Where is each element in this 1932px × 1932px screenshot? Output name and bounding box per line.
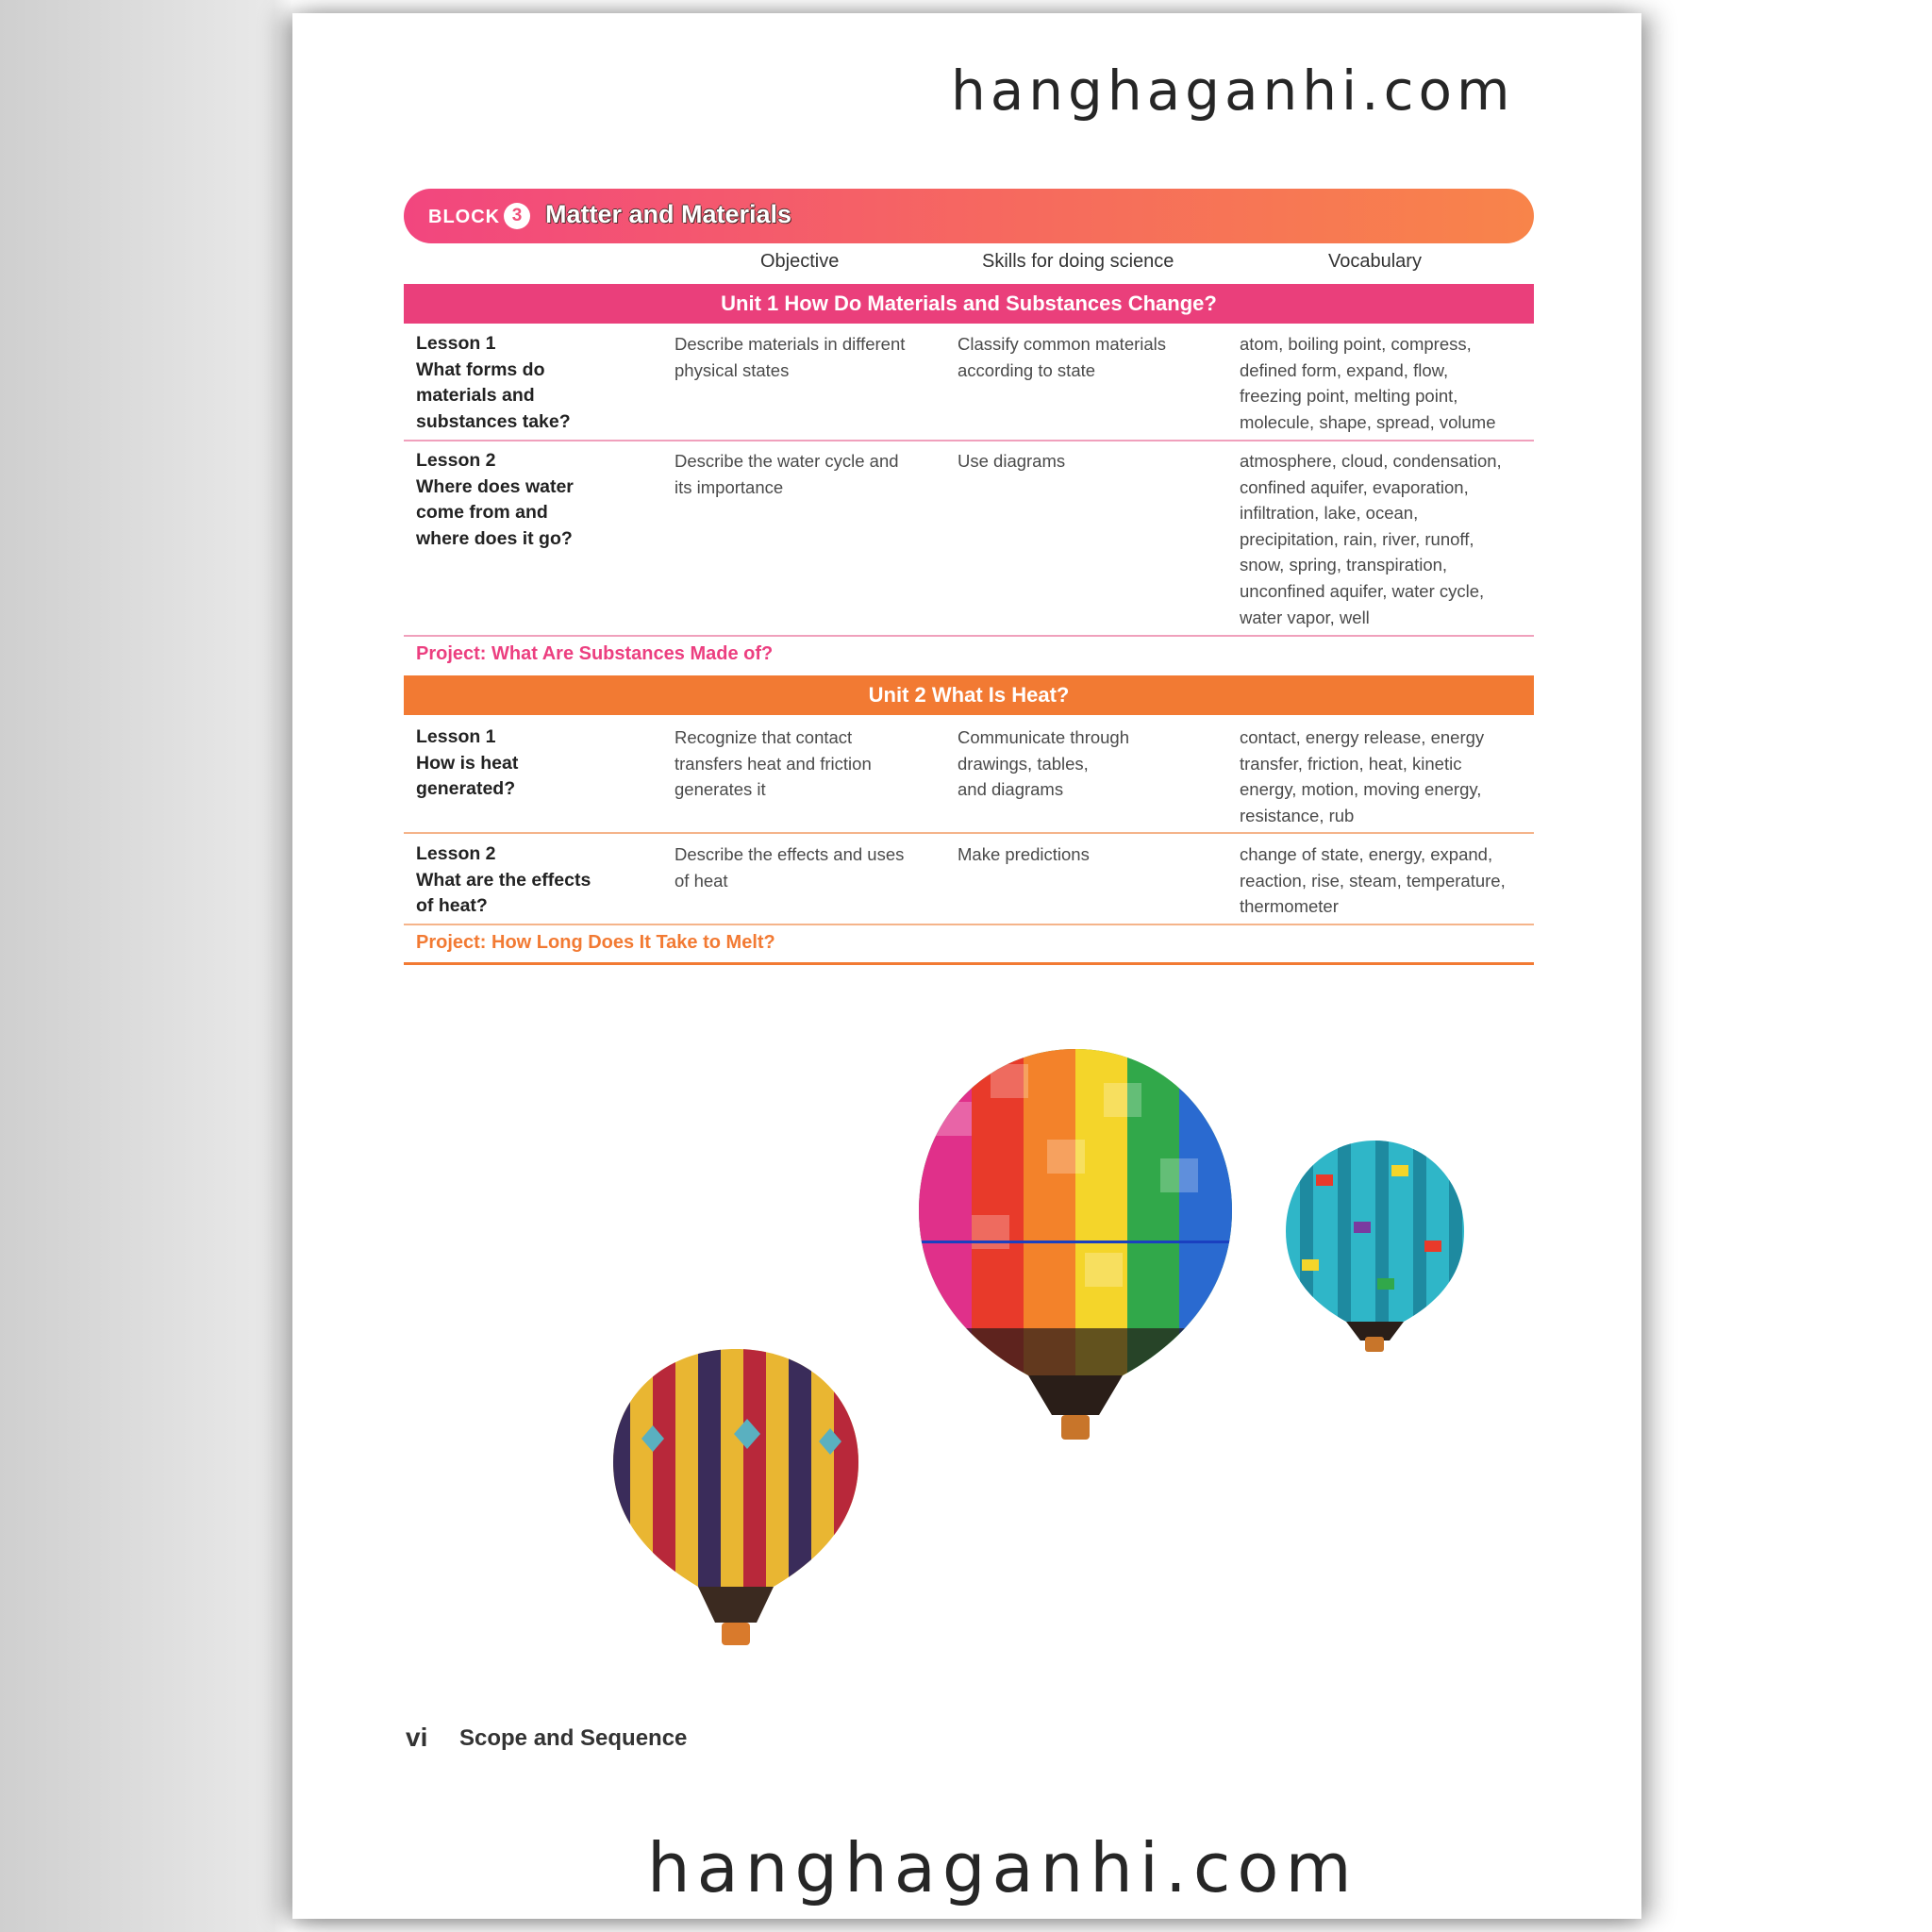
- lesson-question-line: of heat?: [416, 895, 488, 917]
- column-header-vocabulary: Vocabulary: [1328, 251, 1422, 272]
- unit1-lesson2-objective: [675, 448, 939, 500]
- unit2-lesson1-objective: [675, 724, 939, 803]
- vocab-line: contact, energy release, energy: [1240, 727, 1485, 747]
- skills-line: according to state: [958, 359, 1096, 380]
- row-divider: [404, 440, 1534, 441]
- lesson-question-line: where does it go?: [416, 527, 573, 549]
- vocab-line: molecule, shape, spread, volume: [1240, 411, 1496, 432]
- vocab-line: unconfined aquifer, water cycle,: [1240, 580, 1485, 601]
- lesson-question-line: generated?: [416, 778, 516, 800]
- vocab-line: infiltration, lake, ocean,: [1240, 503, 1419, 524]
- lesson-question-line: substances take?: [416, 410, 571, 432]
- lesson-question-line: materials and: [416, 385, 535, 407]
- column-header-skills: Skills for doing science: [982, 251, 1174, 272]
- objective-line: transfers heat and friction: [675, 753, 872, 774]
- lesson-label: Lesson 1: [416, 333, 496, 354]
- vocab-line: defined form, expand, flow,: [1240, 359, 1449, 380]
- block-label: BLOCK: [428, 207, 501, 227]
- lesson-question-line: What forms do: [416, 358, 545, 380]
- lesson-question-line: Where does water: [416, 475, 574, 497]
- vocab-line: thermometer: [1240, 896, 1339, 917]
- lesson-question-line: What are the effects: [416, 869, 591, 891]
- vocab-line: confined aquifer, evaporation,: [1240, 476, 1469, 497]
- row-divider: [404, 832, 1534, 834]
- unit2-lesson2-vocabulary: [1240, 841, 1534, 920]
- table-bottom-rule: [404, 962, 1534, 965]
- skills-line: Classify common materials: [958, 334, 1167, 354]
- skills-line: Use diagrams: [958, 451, 1066, 471]
- block-number-badge: 3: [504, 203, 530, 229]
- vocab-line: precipitation, rain, river, runoff,: [1240, 528, 1474, 549]
- unit-1-title-bar: Unit 1 How Do Materials and Substances Change?: [404, 284, 1534, 324]
- unit2-lesson2-skills: [958, 841, 1222, 868]
- lesson-label: Lesson 2: [416, 843, 496, 864]
- unit1-project: Project: What Are Substances Made of?: [416, 643, 774, 664]
- page-number: vi: [406, 1723, 428, 1752]
- unit2-lesson1-title: [416, 724, 652, 803]
- unit1-lesson2-vocabulary: [1240, 448, 1534, 630]
- vocab-line: freezing point, melting point,: [1240, 386, 1458, 407]
- unit2-lesson1-skills: [958, 724, 1222, 803]
- block-title: Matter and Materials: [545, 200, 792, 228]
- vocab-line: transfer, friction, heat, kinetic: [1240, 753, 1462, 774]
- unit2-lesson2-title: [416, 841, 652, 920]
- unit2-lesson1-vocabulary: [1240, 724, 1534, 828]
- vocab-line: atmosphere, cloud, condensation,: [1240, 451, 1502, 471]
- vocab-line: resistance, rub: [1240, 805, 1355, 825]
- vocab-line: reaction, rise, steam, temperature,: [1240, 870, 1506, 891]
- striped-balloon-image: [604, 1340, 868, 1651]
- objective-line: Describe materials in different: [675, 334, 906, 354]
- vocab-line: water vapor, well: [1240, 607, 1370, 627]
- objective-line: Describe the water cycle and: [675, 451, 899, 471]
- lesson-label: Lesson 1: [416, 726, 496, 747]
- vocab-line: atom, boiling point, compress,: [1240, 334, 1472, 354]
- skills-line: Make predictions: [958, 844, 1090, 864]
- row-divider: [404, 924, 1534, 925]
- unit1-lesson2-title: [416, 448, 652, 552]
- watermark-bottom: hanghaganhi.com: [647, 1828, 1358, 1907]
- skills-line: and diagrams: [958, 779, 1064, 800]
- objective-line: physical states: [675, 359, 790, 380]
- skills-line: Communicate through: [958, 727, 1130, 747]
- objective-line: its importance: [675, 476, 784, 497]
- objective-line: of heat: [675, 870, 728, 891]
- unit1-lesson1-objective: [675, 331, 939, 383]
- objective-line: Recognize that contact: [675, 727, 853, 747]
- objective-line: Describe the effects and uses: [675, 844, 905, 864]
- unit1-lesson1-skills: [958, 331, 1222, 383]
- lesson-label: Lesson 2: [416, 450, 496, 471]
- unit-2-title-bar: Unit 2 What Is Heat?: [404, 675, 1534, 715]
- skills-line: drawings, tables,: [958, 753, 1089, 774]
- unit2-lesson2-objective: [675, 841, 939, 893]
- vocab-line: change of state, energy, expand,: [1240, 844, 1493, 864]
- footer-title: Scope and Sequence: [459, 1725, 688, 1751]
- lesson-question-line: come from and: [416, 502, 548, 524]
- watermark-top: hanghaganhi.com: [951, 58, 1515, 123]
- unit1-lesson2-skills: [958, 448, 1222, 475]
- row-divider: [404, 635, 1534, 637]
- rainbow-balloon-image: [915, 1045, 1236, 1441]
- vocab-line: energy, motion, moving energy,: [1240, 779, 1482, 800]
- unit2-project: Project: How Long Does It Take to Melt?: [416, 932, 775, 953]
- objective-line: generates it: [675, 779, 766, 800]
- column-header-objective: Objective: [760, 251, 840, 272]
- lesson-question-line: How is heat: [416, 752, 519, 774]
- vocab-line: snow, spring, transpiration,: [1240, 555, 1448, 575]
- unit1-lesson1-title: [416, 331, 652, 435]
- unit1-lesson1-vocabulary: [1240, 331, 1534, 435]
- teal-balloon-image: [1283, 1137, 1467, 1354]
